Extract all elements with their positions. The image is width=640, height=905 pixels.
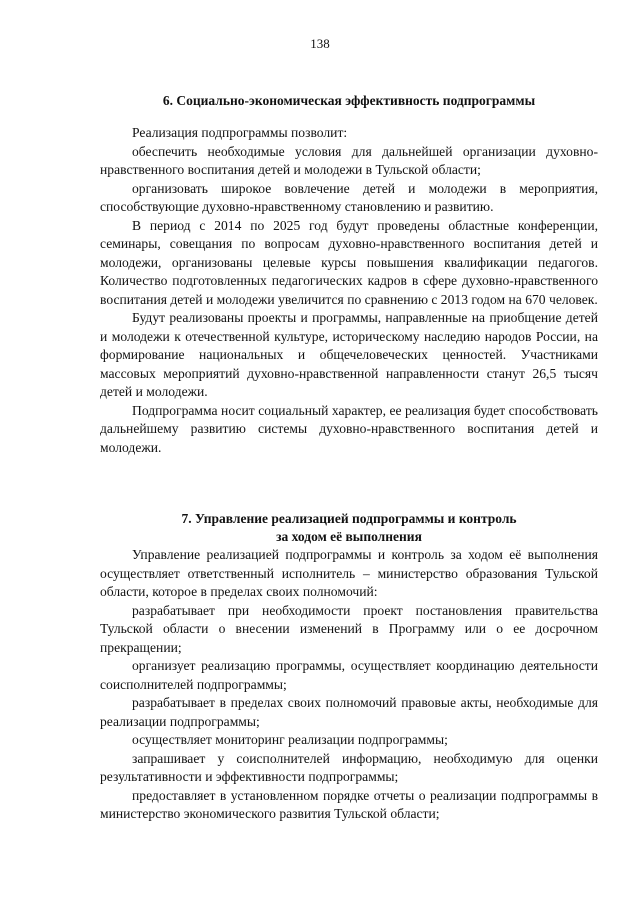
paragraph: предоставляет в установленном порядке отчеты о реализации подпрограммы в министерство экономического развития Тульской области; [100, 787, 598, 821]
paragraph: разрабатывает при необходимости проект постановления правительства Тульской области о внесении изменений в Программу или о ее досрочном прекращении; [100, 602, 598, 655]
paragraph: осуществляет мониторинг реализации подпрограммы; [132, 732, 448, 747]
section-6-body [100, 124, 598, 457]
paragraph: В период с 2014 по 2025 год будут проведены областные конференции, семинары, совещания по вопросам духовно-нравственного воспитания детей и молодежи, организованы целевые курсы повышения квалификации педагогов. Количество подготовленных педагогических кадров в сфере духовно-нравственного воспитания детей и молодежи увеличится по сравнению с 2013 годом на 670 человек. [100, 217, 598, 307]
paragraph: Реализация подпрограммы позволит: [132, 125, 348, 140]
page-number: 138 [310, 36, 330, 51]
section-7-title-line-1: 7. Управление реализацией подпрограммы и контроль [181, 511, 517, 526]
paragraph: организовать широкое вовлечение детей и молодежи в мероприятия, способствующие духовно-нравственному становлению и развитию. [100, 180, 598, 214]
paragraph: запрашивает у соисполнителей информацию, необходимую для оценки результативности и эффективности подпрограммы; [100, 750, 598, 784]
paragraph: обеспечить необходимые условия для дальнейшей организации духовно-нравственного воспитания детей и молодежи в Тульской области; [100, 143, 598, 177]
paragraph: разрабатывает в пределах своих полномочий правовые акты, необходимые для реализации подпрограммы; [100, 695, 598, 729]
paragraph: Подпрограмма носит социальный характер, ее реализация будет способствовать дальнейшему развитию системы духовно-нравственного воспитания детей и молодежи. [100, 402, 598, 455]
section-7-title [100, 510, 598, 546]
section-7-body [100, 546, 598, 824]
paragraph: Будут реализованы проекты и программы, направленные на приобщение детей и молодежи к отечественной культуре, историческому наследию народов России, на формирование национальных и общечеловеческих ценностей. Участниками массовых мероприятий духовно-нравственной направленности станут 26,5 тысяч детей и молодежи. [100, 310, 598, 399]
section-7-title-line-2: за ходом её выполнения [276, 529, 422, 544]
paragraph: организует реализацию программы, осуществляет координацию деятельности соисполнителей подпрограммы; [100, 658, 598, 692]
section-6-title: 6. Социально-экономическая эффективность подпрограммы [162, 93, 536, 108]
paragraph: Управление реализацией подпрограммы и контроль за ходом её выполнения осуществляет ответственный исполнитель – министерство образования Тульской области, которое в пределах своих полномочий: [100, 547, 598, 599]
